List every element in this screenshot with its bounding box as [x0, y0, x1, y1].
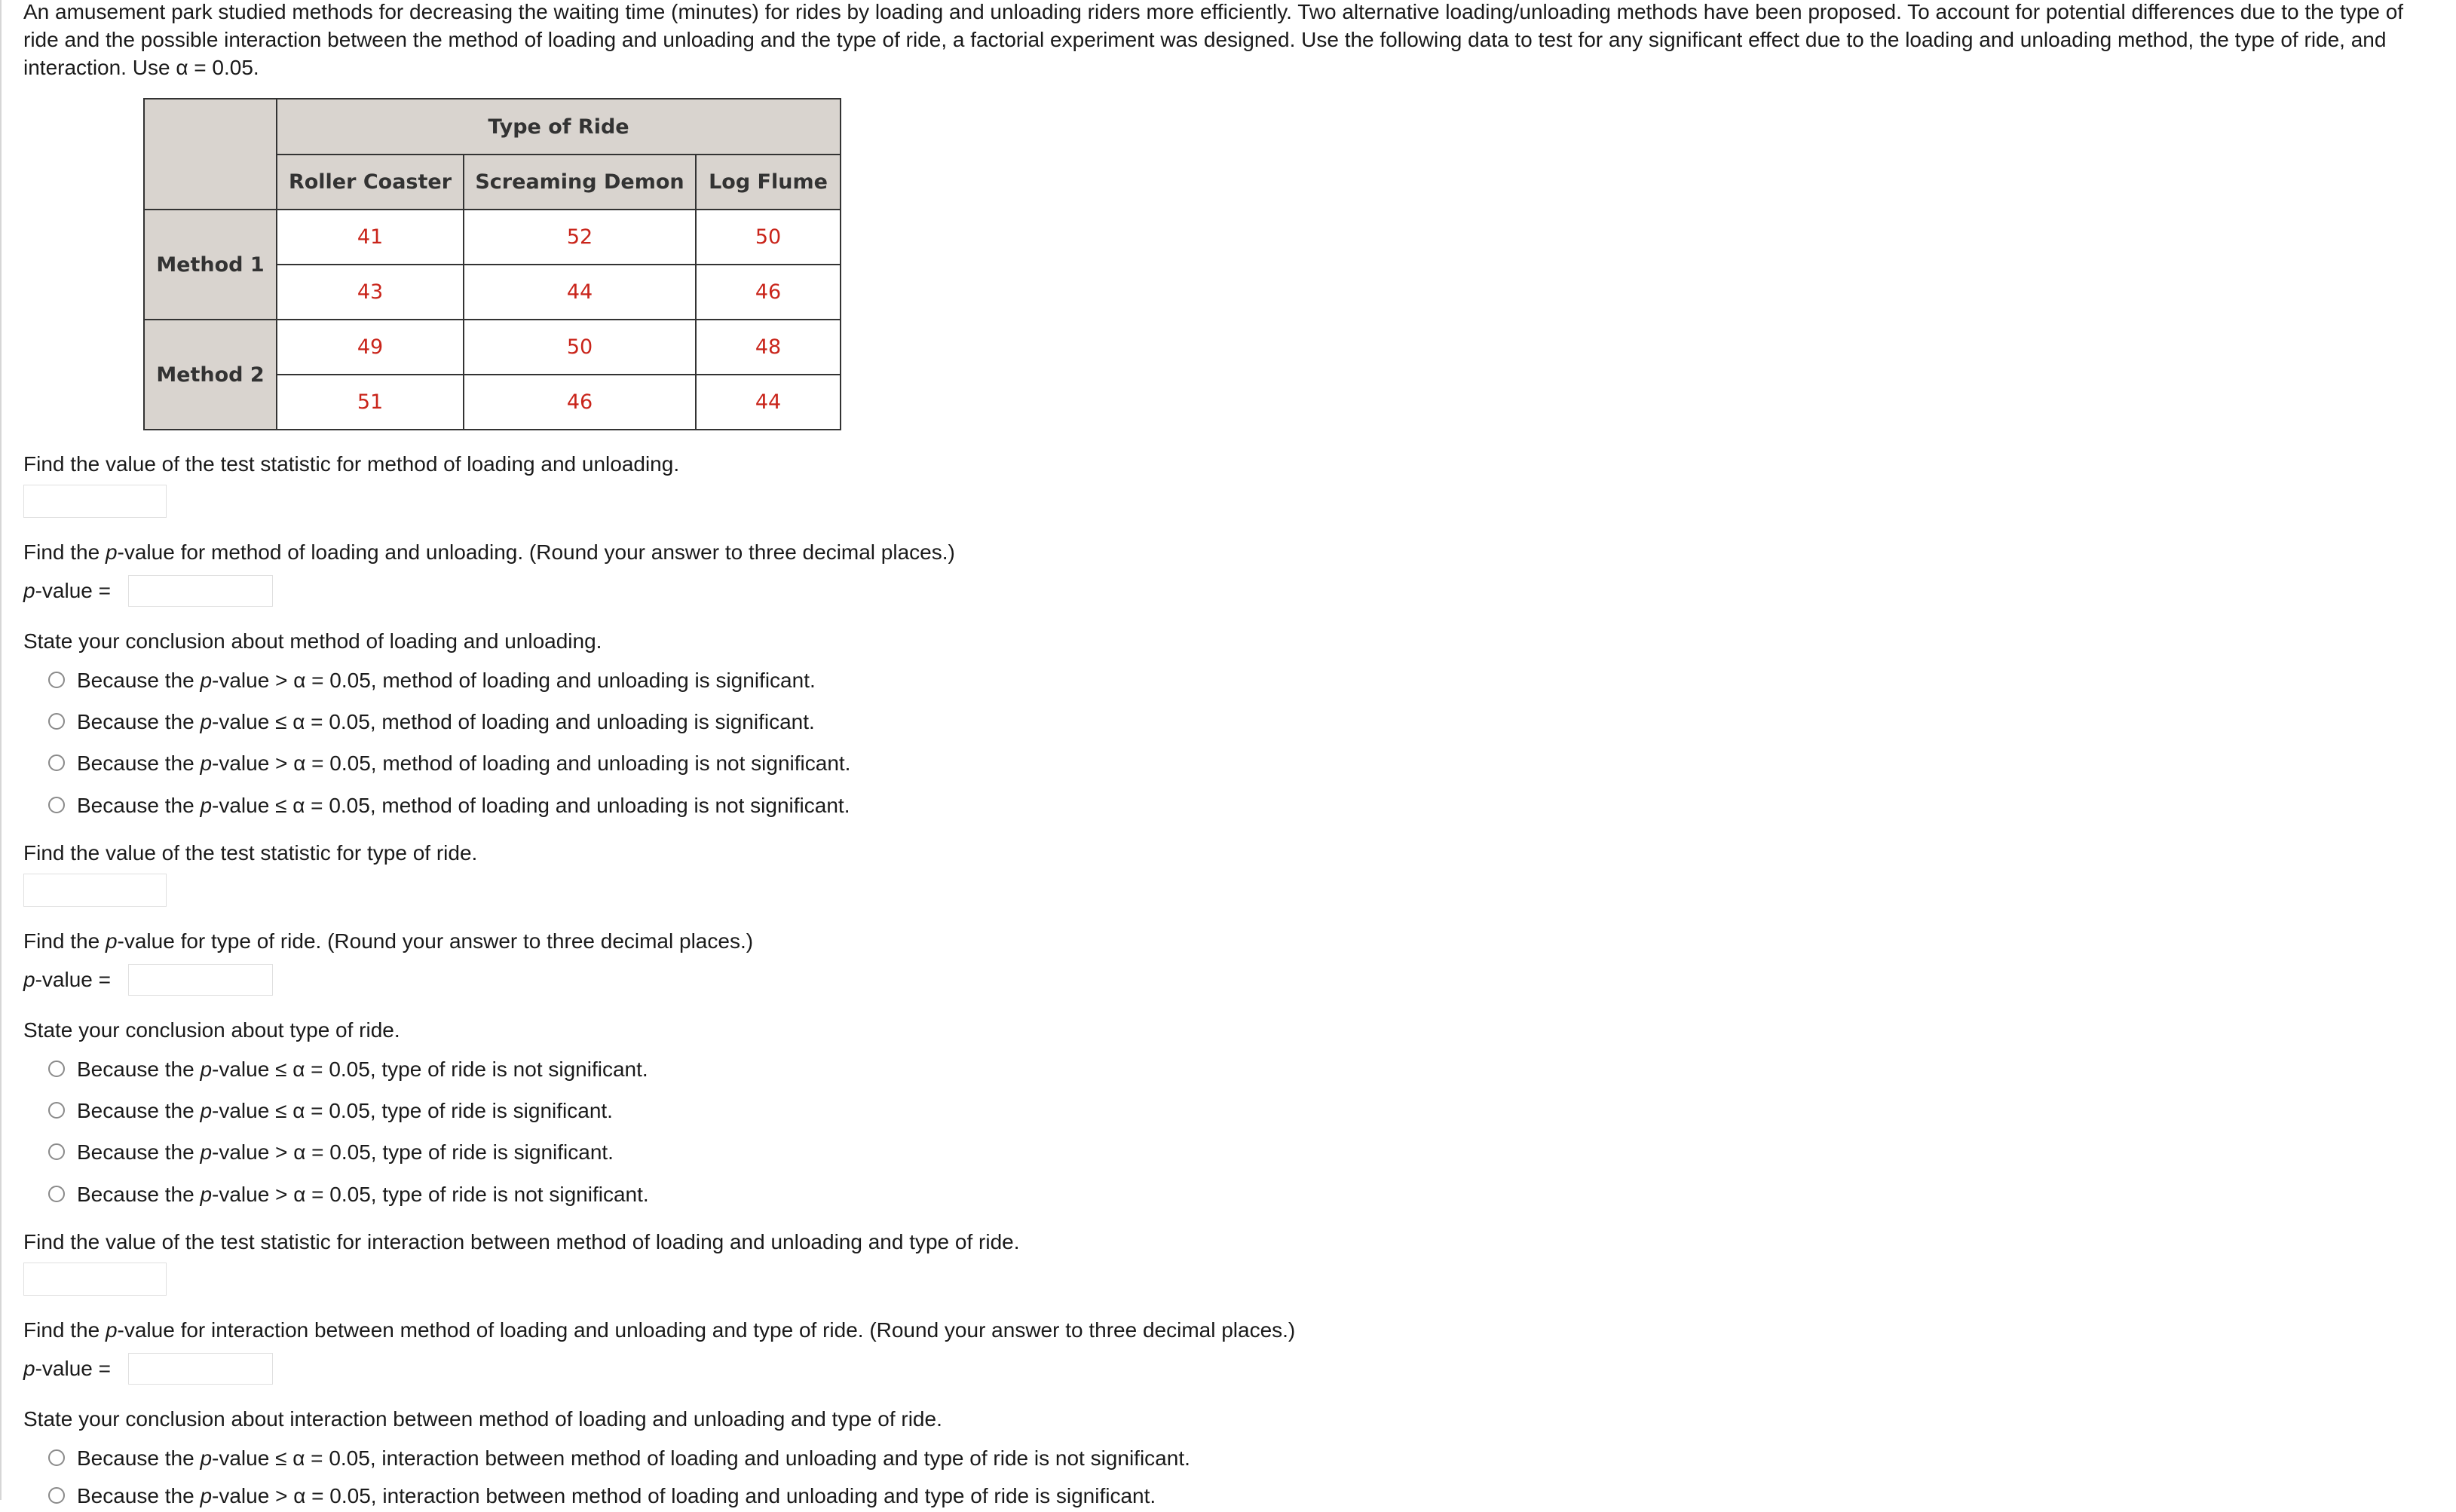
ride-pvalue-prompt: Find the p-value for type of ride. (Round your answer to three decimal places.)	[23, 929, 754, 953]
left-border	[0, 0, 2, 1500]
method-option[interactable]: Because the p-value > α = 0.05, method of loading and unloading is significant.	[48, 663, 816, 696]
radio-button[interactable]	[48, 754, 65, 771]
table-cell: 49	[277, 320, 464, 375]
interaction-pvalue-prompt: Find the p-value for interaction between method of loading and unloading and type of ride. (Round your answer to three decimal places.)	[23, 1318, 1296, 1342]
interaction-stat-input[interactable]	[23, 1263, 167, 1296]
interaction-option[interactable]: Because the p-value ≤ α = 0.05, interaction between method of loading and unloading and type of ride is not significant.	[48, 1441, 1190, 1474]
radio-button[interactable]	[48, 672, 65, 688]
column-header: Roller Coaster	[277, 155, 464, 210]
table-cell: 41	[277, 210, 464, 265]
table-cell: 52	[464, 210, 696, 265]
data-table	[143, 98, 841, 430]
radio-button[interactable]	[48, 1102, 65, 1119]
ride-option[interactable]: Because the p-value ≤ α = 0.05, type of ride is significant.	[48, 1094, 613, 1127]
ride-stat-input[interactable]	[23, 874, 167, 907]
radio-button[interactable]	[48, 1449, 65, 1466]
method-stat-input[interactable]	[23, 485, 167, 518]
method-option[interactable]: Because the p-value ≤ α = 0.05, method of loading and unloading is significant.	[48, 705, 815, 738]
ride-option[interactable]: Because the p-value > α = 0.05, type of ride is not significant.	[48, 1177, 649, 1211]
table-cell: 46	[696, 265, 841, 320]
table-cell: 44	[696, 375, 841, 430]
radio-button[interactable]	[48, 1186, 65, 1202]
radio-button[interactable]	[48, 713, 65, 730]
table-cell: 44	[464, 265, 696, 320]
radio-button[interactable]	[48, 1487, 65, 1504]
ride-option[interactable]: Because the p-value > α = 0.05, type of ride is significant.	[48, 1135, 614, 1168]
table-corner	[144, 99, 277, 210]
pvalue-label: p-value =	[23, 1357, 111, 1380]
ride-pvalue-input[interactable]	[128, 964, 273, 996]
table-cell: 50	[696, 210, 841, 265]
ride-stat-prompt: Find the value of the test statistic for type of ride.	[23, 841, 478, 865]
pvalue-label: p-value =	[23, 968, 111, 991]
method-conclusion-prompt: State your conclusion about method of loading and unloading.	[23, 629, 602, 653]
table-cell: 46	[464, 375, 696, 430]
interaction-pvalue-input[interactable]	[128, 1353, 273, 1385]
radio-button[interactable]	[48, 797, 65, 813]
column-header: Screaming Demon	[464, 155, 696, 210]
row-header: Method 2	[144, 320, 277, 430]
pvalue-label: p-value =	[23, 579, 111, 602]
table-cell: 48	[696, 320, 841, 375]
radio-button[interactable]	[48, 1143, 65, 1160]
ride-option[interactable]: Because the p-value ≤ α = 0.05, type of ride is not significant.	[48, 1052, 648, 1085]
table-cell: 43	[277, 265, 464, 320]
method-option[interactable]: Because the p-value ≤ α = 0.05, method of loading and unloading is not significant.	[48, 788, 850, 822]
interaction-stat-prompt: Find the value of the test statistic for interaction between method of loading and unloading and type of ride.	[23, 1230, 1020, 1253]
interaction-conclusion-prompt: State your conclusion about interaction between method of loading and unloading and type of ride.	[23, 1407, 942, 1431]
row-header: Method 1	[144, 210, 277, 320]
ride-conclusion-prompt: State your conclusion about type of ride.	[23, 1018, 400, 1042]
method-pvalue-input[interactable]	[128, 575, 273, 607]
table-cell: 50	[464, 320, 696, 375]
method-pvalue-prompt: Find the p-value for method of loading and unloading. (Round your answer to three decimal places.)	[23, 540, 955, 564]
table-cell: 51	[277, 375, 464, 430]
type-of-ride-header: Type of Ride	[277, 99, 841, 155]
interaction-option[interactable]: Because the p-value > α = 0.05, interaction between method of loading and unloading and type of ride is significant.	[48, 1479, 1156, 1512]
method-option[interactable]: Because the p-value > α = 0.05, method of loading and unloading is not significant.	[48, 746, 850, 779]
problem-intro: An amusement park studied methods for decreasing the waiting time (minutes) for rides by loading and unloading riders more efficiently. Two alternative loading/unloading methods have been proposed. To account for potential differences due to the type of ride and the possible interaction between the method of loading and unloading and the type of ride, a factorial experiment was designed. Use the following data to test for any significant effect due to the loading and unloading method, the type of ride, and interaction. Use α = 0.05.	[23, 0, 2404, 79]
radio-button[interactable]	[48, 1061, 65, 1077]
column-header: Log Flume	[696, 155, 841, 210]
method-stat-prompt: Find the value of the test statistic for method of loading and unloading.	[23, 452, 680, 476]
